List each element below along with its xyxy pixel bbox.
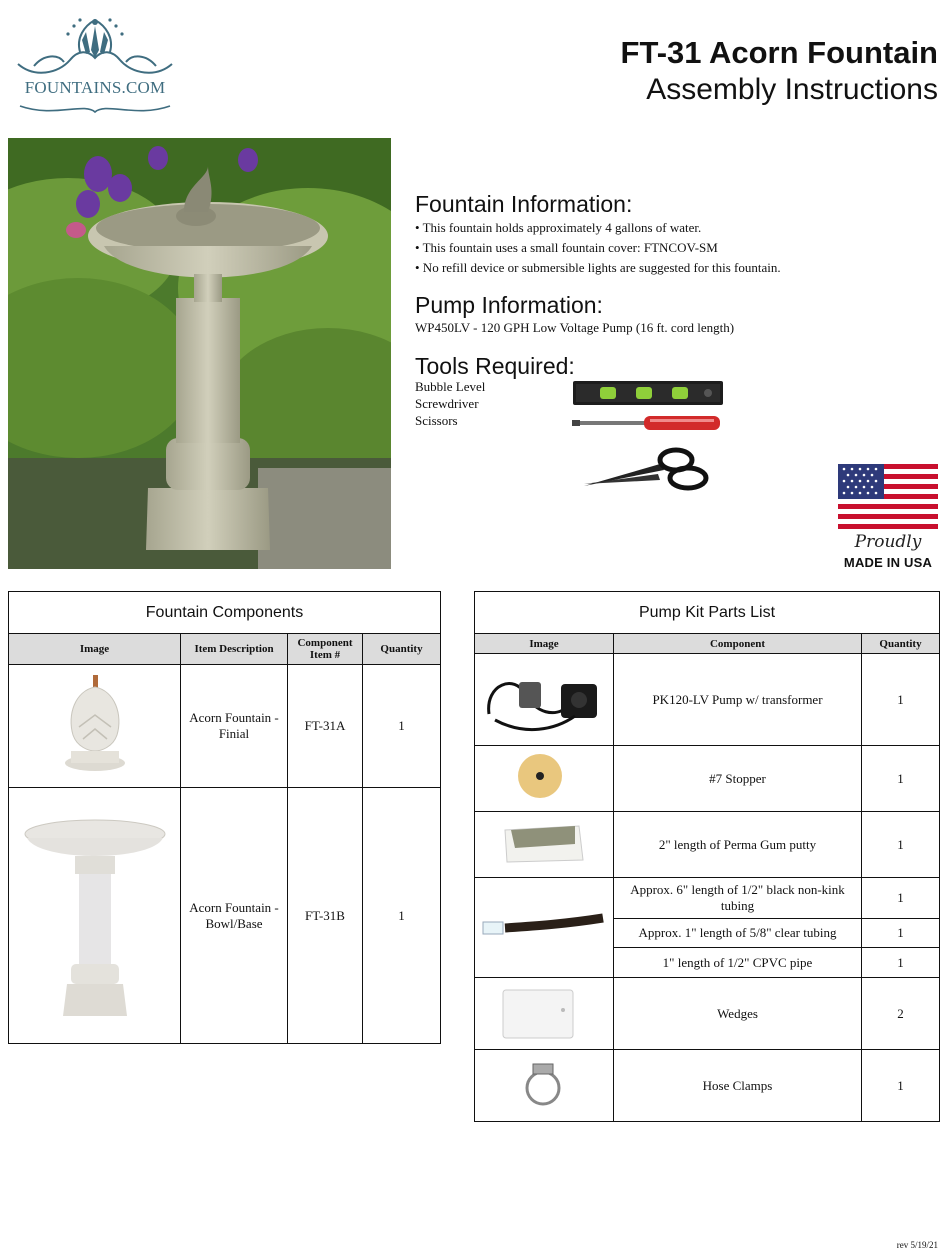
pump-image <box>475 654 614 746</box>
stopper-image <box>475 746 614 812</box>
tool-item: Scissors <box>415 413 458 428</box>
bubble-level-icon <box>572 378 724 408</box>
part-component: PK120-LV Pump w/ transformer <box>614 654 862 746</box>
part-quantity: 1 <box>862 948 940 978</box>
part-quantity: 1 <box>862 654 940 746</box>
part-quantity: 2 <box>862 978 940 1050</box>
part-component: Approx. 6" length of 1/2" black non-kink tubing <box>614 878 862 919</box>
part-quantity: 1 <box>862 919 940 948</box>
col-header-quantity: Quantity <box>363 634 441 665</box>
tubing-image <box>475 878 614 978</box>
col-header-description: Item Description <box>181 634 288 665</box>
col-header-component: Component <box>614 634 862 654</box>
putty-image <box>475 812 614 878</box>
table-row <box>9 788 441 1044</box>
col-header-item-number: Component Item # <box>288 634 363 665</box>
tool-item: Screwdriver <box>415 396 479 411</box>
table-row <box>475 878 940 919</box>
document-title: FT-31 Acorn Fountain <box>620 35 938 70</box>
proudly-script: Proudly <box>854 532 922 552</box>
col-header-image: Image <box>475 634 614 654</box>
fountain-info-item: • This fountain holds approximately 4 gallons of water. <box>415 220 702 235</box>
part-component: Wedges <box>614 978 862 1050</box>
wedges-image <box>475 978 614 1050</box>
fountain-photo <box>8 138 391 569</box>
revision-date: rev 5/19/21 <box>896 1240 938 1250</box>
tools-list <box>415 378 485 429</box>
fountain-crest-icon <box>14 14 176 80</box>
screwdriver-icon <box>572 411 722 435</box>
finial-image <box>9 665 181 788</box>
col-header-quantity: Quantity <box>862 634 940 654</box>
brand-logo <box>14 14 176 118</box>
table-row <box>475 978 940 1050</box>
scissors-icon <box>580 446 710 492</box>
fountain-components-caption: Fountain Components <box>9 592 441 634</box>
table-row <box>475 654 940 746</box>
hose-clamp-image <box>475 1050 614 1122</box>
fountain-info-item: • No refill device or submersible lights are suggested for this fountain. <box>415 260 781 275</box>
component-item-number: FT-31B <box>288 788 363 1044</box>
part-quantity: 1 <box>862 1050 940 1122</box>
fountain-info-item: • This fountain uses a small fountain cover: FTNCOV-SM <box>415 240 718 255</box>
fountain-components-table <box>8 591 441 1044</box>
bowl-base-image <box>9 788 181 1044</box>
document-subtitle: Assembly Instructions <box>646 73 938 106</box>
fountain-info-heading: Fountain Information: <box>415 191 633 217</box>
component-description: Acorn Fountain - Finial <box>181 665 288 788</box>
tools-heading: Tools Required: <box>415 353 575 379</box>
table-row <box>9 665 441 788</box>
component-quantity: 1 <box>363 788 441 1044</box>
part-quantity: 1 <box>862 878 940 919</box>
part-component: Hose Clamps <box>614 1050 862 1122</box>
made-in-usa-badge <box>838 464 938 572</box>
part-component: Approx. 1" length of 5/8" clear tubing <box>614 919 862 948</box>
fountain-info-list <box>415 218 781 278</box>
part-quantity: 1 <box>862 746 940 812</box>
pump-info-text: WP450LV - 120 GPH Low Voltage Pump (16 ft. cord length) <box>415 320 735 335</box>
table-row <box>475 812 940 878</box>
part-component: 2" length of Perma Gum putty <box>614 812 862 878</box>
col-header-image: Image <box>9 634 181 665</box>
pump-kit-caption: Pump Kit Parts List <box>475 592 940 634</box>
pump-info-heading: Pump Information: <box>415 292 603 318</box>
logo-wordmark: FOUNTAINS.COM <box>24 78 166 97</box>
logo-flourish-icon <box>14 98 176 120</box>
component-description: Acorn Fountain - Bowl/Base <box>181 788 288 1044</box>
usa-flag-icon <box>838 464 938 530</box>
table-row <box>475 1050 940 1122</box>
part-quantity: 1 <box>862 812 940 878</box>
made-in-usa-text: MADE IN USA <box>843 555 933 570</box>
component-item-number: FT-31A <box>288 665 363 788</box>
table-row <box>475 746 940 812</box>
component-quantity: 1 <box>363 665 441 788</box>
pump-kit-table <box>474 591 940 1122</box>
part-component: #7 Stopper <box>614 746 862 812</box>
part-component: 1" length of 1/2" CPVC pipe <box>614 948 862 978</box>
tool-item: Bubble Level <box>415 379 486 394</box>
